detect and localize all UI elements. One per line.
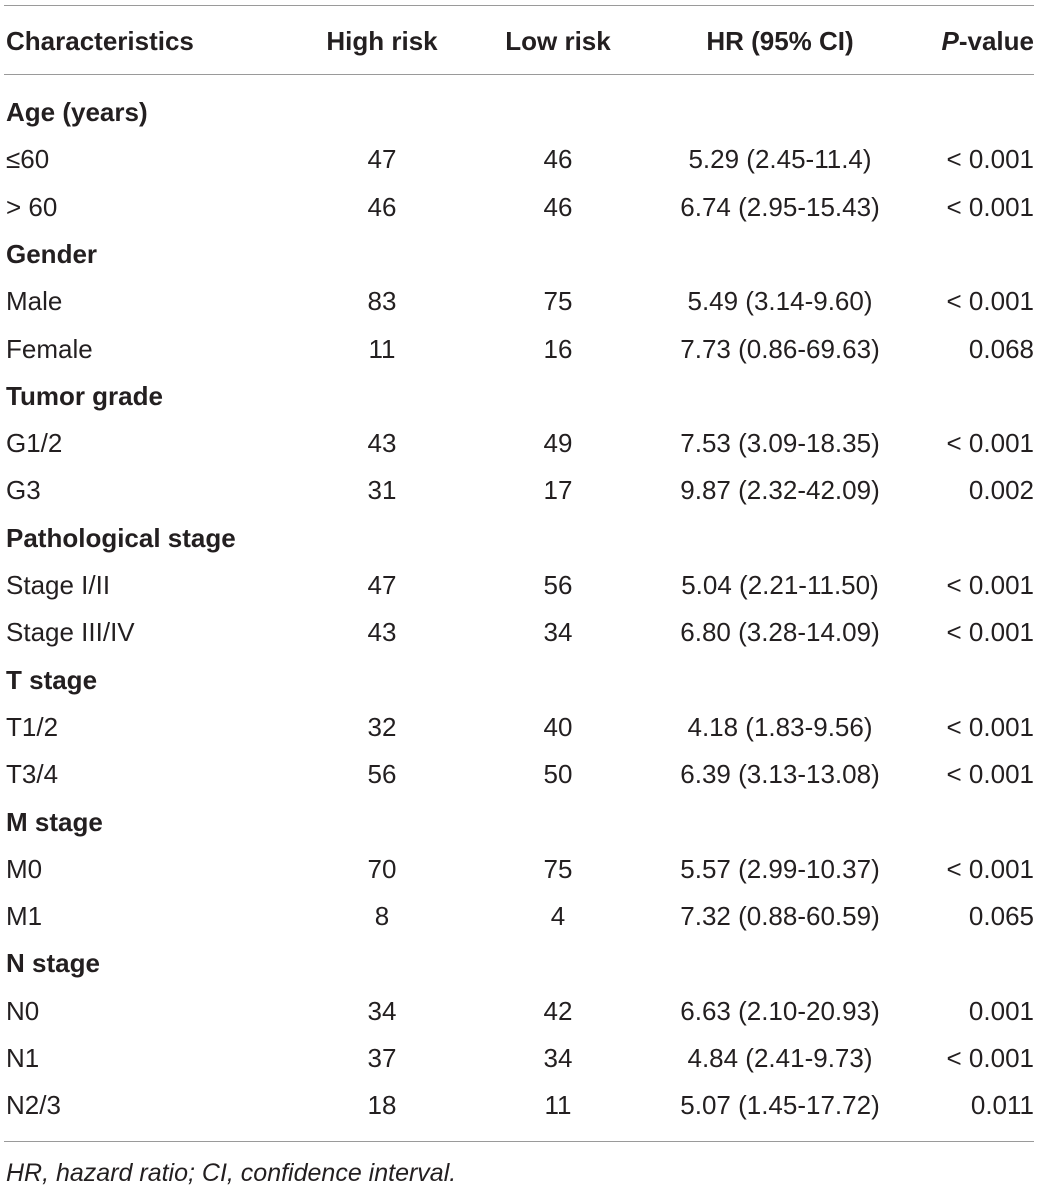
- high-risk-count: 43: [367, 428, 397, 459]
- table-row: [0, 988, 1041, 1035]
- hazard-ratio: 5.29 (2.45-11.4): [688, 144, 872, 175]
- row-label: Male: [6, 286, 63, 317]
- p-value: < 0.001: [946, 853, 1034, 884]
- row-label: M0: [6, 853, 43, 884]
- low-risk-count: 34: [543, 617, 573, 648]
- row-label: N1: [6, 1043, 40, 1073]
- table-row: [0, 751, 1041, 798]
- group-header-row: [0, 657, 1041, 704]
- table-row: [0, 420, 1041, 467]
- header-p-value: [880, 18, 1034, 65]
- p-value: < 0.001: [946, 711, 1034, 742]
- p-value: < 0.001: [946, 570, 1034, 600]
- p-value: 0.065: [968, 901, 1034, 932]
- high-risk-count: 70: [367, 853, 397, 884]
- hazard-ratio: 7.73 (0.86-69.63): [680, 333, 880, 364]
- hazard-ratio: 6.39 (3.13-13.08): [680, 759, 880, 790]
- table-row: [0, 846, 1041, 893]
- hazard-ratio: 5.49 (3.14-9.60): [687, 286, 873, 317]
- p-value: 0.001: [968, 995, 1034, 1026]
- table-row: [0, 467, 1041, 514]
- low-risk-count: 11: [544, 1090, 572, 1121]
- table-row: [0, 704, 1041, 751]
- low-risk-count: 49: [543, 428, 573, 459]
- row-label: ≤60: [6, 144, 50, 175]
- p-value: 0.011: [970, 1090, 1034, 1121]
- header-hr: HR (95% CI): [706, 26, 854, 56]
- table-row: [0, 609, 1041, 656]
- table-row: [0, 1082, 1041, 1129]
- hazard-ratio: 9.87 (2.32-42.09): [680, 475, 880, 506]
- header-p-italic: P: [941, 26, 959, 56]
- p-value: < 0.001: [946, 191, 1034, 222]
- group-label: Tumor grade: [6, 380, 163, 411]
- hazard-ratio: 4.18 (1.83-9.56): [687, 711, 873, 742]
- hazard-ratio: 5.04 (2.21-11.50): [681, 570, 879, 600]
- low-risk-count: 75: [543, 286, 573, 317]
- row-label: T3/4: [6, 759, 59, 790]
- row-label: G3: [6, 475, 41, 506]
- table-row: [0, 136, 1041, 183]
- hazard-ratio: 6.63 (2.10-20.93): [680, 995, 880, 1026]
- header-rule: [4, 74, 1034, 75]
- hazard-ratio: 7.32 (0.88-60.59): [680, 901, 880, 932]
- p-value: < 0.001: [946, 144, 1034, 175]
- high-risk-count: 47: [367, 570, 397, 600]
- p-value: < 0.001: [946, 1043, 1034, 1073]
- group-header-row: [0, 373, 1041, 420]
- p-value: < 0.001: [946, 428, 1034, 459]
- high-risk-count: 47: [367, 144, 397, 175]
- p-value: < 0.001: [946, 617, 1034, 648]
- row-label: G1/2: [6, 428, 63, 459]
- high-risk-count: 34: [367, 995, 397, 1026]
- row-label: M1: [6, 901, 43, 932]
- group-header-row: [0, 799, 1041, 846]
- group-label: Gender: [6, 238, 98, 269]
- group-label: T stage: [6, 664, 98, 695]
- table-row: [0, 184, 1041, 231]
- row-label: Stage III/IV: [6, 617, 135, 648]
- p-value: < 0.001: [946, 286, 1034, 317]
- low-risk-count: 4: [550, 901, 566, 932]
- low-risk-count: 50: [543, 759, 573, 790]
- header-low-risk: Low risk: [505, 26, 611, 56]
- table-row: [0, 893, 1041, 940]
- group-label: N stage: [6, 948, 100, 979]
- table-footnote: HR, hazard ratio; CI, confidence interval.: [6, 1159, 457, 1187]
- low-risk-count: 16: [543, 333, 573, 364]
- high-risk-count: 56: [367, 759, 397, 790]
- group-header-row: [0, 940, 1041, 987]
- low-risk-count: 40: [543, 711, 573, 742]
- bottom-rule: [4, 1141, 1034, 1142]
- hazard-ratio: 6.74 (2.95-15.43): [680, 191, 880, 222]
- p-value: 0.002: [968, 475, 1034, 506]
- low-risk-count: 46: [543, 191, 573, 222]
- table-row: [0, 278, 1041, 325]
- table-row: [0, 1035, 1041, 1082]
- table-header-row: [0, 18, 1041, 65]
- high-risk-count: 8: [374, 901, 390, 932]
- low-risk-count: 17: [543, 475, 573, 506]
- group-header-row: [0, 89, 1041, 136]
- high-risk-count: 11: [368, 333, 396, 364]
- header-characteristics: Characteristics: [6, 26, 194, 56]
- header-p-rest: -value: [958, 26, 1034, 56]
- hazard-ratio: 5.57 (2.99-10.37): [680, 853, 880, 884]
- row-label: N0: [6, 995, 40, 1026]
- row-label: Stage I/II: [6, 570, 111, 600]
- row-label: Female: [6, 333, 93, 364]
- table-row: [0, 562, 1041, 609]
- row-label: T1/2: [6, 711, 59, 742]
- group-header-row: [0, 231, 1041, 278]
- p-value: 0.068: [968, 333, 1034, 364]
- high-risk-count: 18: [367, 1090, 397, 1121]
- hazard-ratio: 5.07 (1.45-17.72): [680, 1090, 880, 1121]
- group-label: Age (years): [6, 97, 148, 127]
- low-risk-count: 34: [543, 1043, 573, 1073]
- low-risk-count: 42: [543, 995, 573, 1026]
- row-label: N2/3: [6, 1090, 61, 1121]
- p-value: < 0.001: [946, 759, 1034, 790]
- high-risk-count: 31: [367, 475, 397, 506]
- group-label: Pathological stage: [6, 522, 236, 553]
- low-risk-count: 75: [543, 853, 573, 884]
- group-label: M stage: [6, 806, 103, 837]
- hazard-ratio: 6.80 (3.28-14.09): [680, 617, 880, 648]
- group-header-row: [0, 515, 1041, 562]
- hazard-ratio: 7.53 (3.09-18.35): [680, 428, 880, 459]
- row-label: > 60: [6, 191, 58, 222]
- low-risk-count: 56: [543, 570, 573, 600]
- low-risk-count: 46: [543, 144, 573, 175]
- high-risk-count: 37: [367, 1043, 397, 1073]
- hazard-ratio: 4.84 (2.41-9.73): [687, 1043, 873, 1073]
- top-rule: [4, 5, 1034, 6]
- table-row: [0, 326, 1041, 373]
- high-risk-count: 46: [367, 191, 397, 222]
- high-risk-count: 32: [367, 711, 397, 742]
- header-high-risk: High risk: [326, 26, 438, 56]
- high-risk-count: 83: [367, 286, 397, 317]
- high-risk-count: 43: [367, 617, 397, 648]
